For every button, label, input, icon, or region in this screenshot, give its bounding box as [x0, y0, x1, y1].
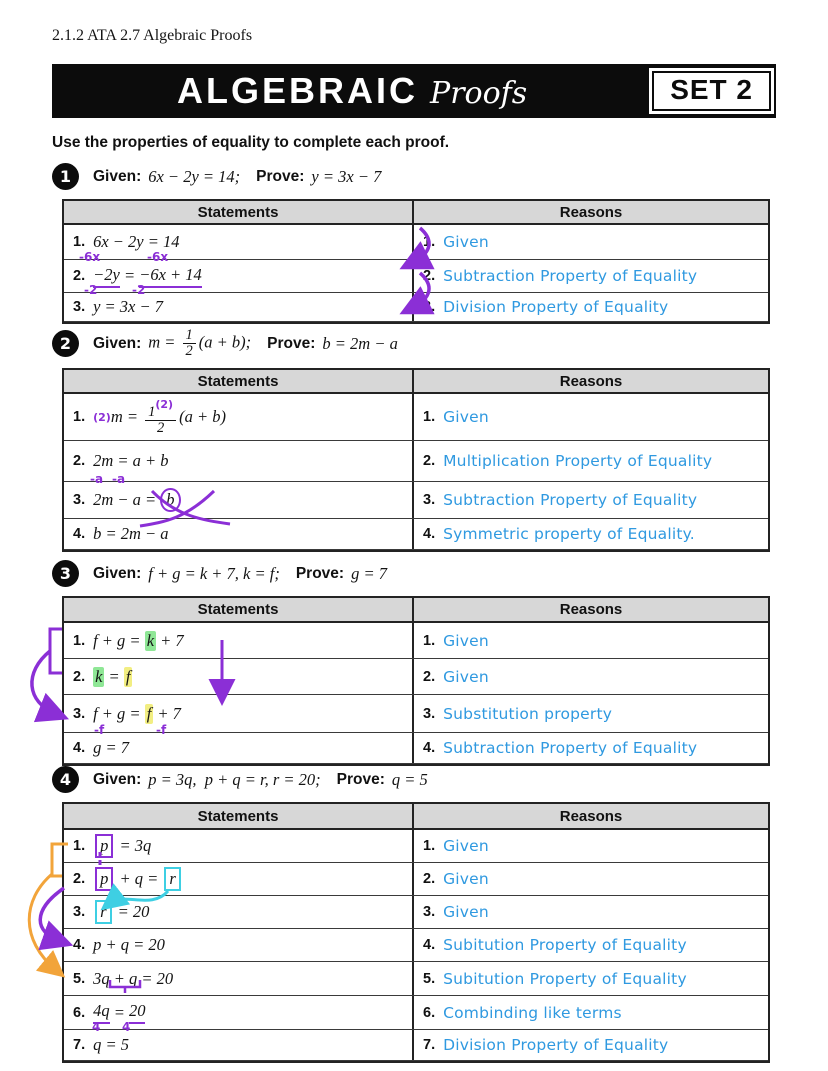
table-row: [64, 830, 768, 863]
math-segment: 2m = a + b: [93, 451, 169, 471]
reasons-column-header: Reasons: [412, 201, 768, 223]
statement-number: 2.: [73, 871, 86, 887]
banner-title-main: ALGEBRAIC: [177, 70, 419, 111]
given-expression: [148, 328, 251, 359]
work-annotation: -a: [90, 472, 104, 487]
doc-title: 2.1.2 ATA 2.7 Algebraic Proofs: [52, 27, 253, 44]
statement-cell: [64, 260, 412, 297]
statement-cell: [64, 962, 412, 995]
statement-number: 3.: [73, 705, 86, 722]
math-segment: q = 5: [93, 1035, 129, 1054]
math-segment: (a + b);: [198, 332, 252, 352]
math-segment: f: [125, 666, 131, 686]
reason-cell: [412, 623, 768, 658]
reason-handwritten: Multiplication Property of Equality: [443, 452, 713, 471]
prove-expression: g = 7: [351, 563, 387, 583]
table-row: [64, 896, 768, 929]
statements-column-header: Statements: [197, 372, 279, 390]
reason-cell: [412, 695, 768, 732]
fraction-denominator: 2: [185, 343, 193, 360]
math-segment: 4q: [93, 1001, 110, 1024]
reason-number: 3.: [423, 705, 436, 722]
reason-number: 3.: [423, 299, 436, 315]
problem-4: [52, 766, 776, 1063]
reason-handwritten: Division Property of Equality: [443, 298, 669, 316]
problem-3: [52, 560, 776, 766]
statement-number: 4.: [73, 937, 86, 953]
prove-expression: q = 5: [391, 769, 428, 789]
reason-handwritten: Subtraction Property of Equality: [443, 739, 698, 757]
statement-number: 3.: [73, 492, 86, 509]
fraction-numerator: [145, 399, 176, 421]
margin-arrows-annotation: [16, 830, 70, 982]
reason-number: 3.: [423, 904, 436, 920]
problem-number-badge: 4: [52, 766, 79, 793]
table-header-row: [64, 370, 768, 394]
statement-number: 3.: [73, 299, 86, 315]
prove-expression: y = 3x − 7: [311, 166, 382, 186]
reason-cell: [412, 896, 768, 928]
statement-number: 5.: [73, 970, 86, 987]
math-segment: r: [95, 900, 111, 924]
reason-number: 2.: [423, 668, 436, 685]
reason-cell: [412, 394, 768, 440]
statement-number: 2.: [73, 268, 86, 284]
banner-title-script: Proofs: [430, 76, 528, 111]
prove-label: Prove:: [267, 334, 316, 352]
reason-cell: [412, 659, 768, 694]
reason-cell: [412, 733, 768, 763]
reason-number: 2.: [423, 453, 436, 470]
math-segment: (a + b): [179, 407, 226, 427]
reason-number: 1.: [423, 234, 436, 250]
table-row: [64, 1030, 768, 1061]
reason-number: 2.: [423, 268, 436, 284]
math-segment: f + g = k + 7, k = f;: [148, 563, 280, 583]
math-segment: 2m − a =: [93, 490, 161, 510]
problem-2: [52, 328, 776, 552]
prove-label: Prove:: [295, 564, 345, 582]
math-segment: = 3q: [115, 836, 152, 855]
reason-cell: [412, 293, 768, 321]
math-segment: b: [160, 488, 180, 512]
statement-number: 6.: [73, 1004, 86, 1021]
given-label: Given:: [93, 334, 142, 352]
statement-number: 7.: [73, 1037, 86, 1053]
work-annotation: -2: [84, 283, 98, 297]
math-segment: f + g =: [93, 703, 145, 723]
given-expression: [148, 167, 240, 187]
reason-cell: [412, 225, 768, 259]
title-banner: [52, 64, 776, 118]
problem-number-badge: 2: [52, 330, 79, 357]
reason-cell: [412, 482, 768, 518]
problem-header: [52, 163, 776, 190]
reason-number: 2.: [423, 871, 436, 887]
math-segment: = 20: [113, 902, 150, 921]
math-segment: b = 2m − a: [93, 524, 169, 544]
statement-cell: [64, 394, 412, 440]
math-segment: p = 3q, p + q = r, r = 20;: [148, 769, 321, 789]
given-label: Given:: [93, 167, 142, 185]
handwritten-superscript: (2): [93, 410, 111, 424]
reason-number: 1.: [423, 409, 436, 426]
math-segment: 6x − 2y = 14;: [148, 166, 241, 186]
table-row: [64, 394, 768, 441]
problem-header: [52, 328, 776, 359]
table-row: [64, 929, 768, 962]
prove-label: Prove:: [256, 167, 305, 185]
table-row: [64, 441, 768, 487]
problem-header: [52, 560, 776, 587]
math-segment: p + q = 20: [93, 935, 165, 954]
given-label: Given:: [93, 770, 142, 788]
statement-cell: [64, 896, 412, 928]
reason-handwritten: Subitution Property of Equality: [443, 969, 687, 988]
set-label: SET 2: [652, 71, 771, 111]
reason-number: 1.: [423, 632, 436, 649]
problem-number-badge: 3: [52, 560, 79, 587]
math-segment: =: [104, 666, 124, 686]
numerator-text: 1: [148, 403, 156, 420]
reason-handwritten: Given: [443, 233, 489, 251]
fraction: [183, 328, 196, 359]
table-header-row: [64, 804, 768, 830]
math-segment: f: [146, 703, 152, 723]
problem-1: [52, 163, 776, 324]
statement-number: 2.: [73, 453, 86, 470]
statement-number: 2.: [73, 668, 86, 685]
math-segment: =: [119, 266, 140, 285]
proof-table: [62, 368, 770, 552]
table-row: [64, 519, 768, 550]
statement-cell: [64, 830, 412, 862]
statement-number: 1.: [73, 838, 86, 854]
reason-cell: [412, 260, 768, 292]
reason-cell: [412, 830, 768, 862]
statement-cell: [64, 519, 412, 549]
table-row: [64, 863, 768, 896]
given-expression: [148, 564, 280, 584]
table-header-row: [64, 201, 768, 225]
proof-table: [62, 596, 770, 766]
math-segment: r: [164, 867, 180, 891]
fraction-numerator: [183, 328, 196, 344]
reason-handwritten: Given: [443, 631, 489, 650]
math-segment: k: [146, 630, 155, 650]
math-segment: m =: [110, 407, 143, 427]
reason-number: 1.: [423, 838, 436, 854]
math-segment: + q =: [115, 869, 163, 888]
given-label: Given:: [93, 564, 142, 582]
reason-number: 3.: [423, 492, 436, 509]
table-row: [64, 695, 768, 737]
reason-handwritten: Given: [443, 667, 489, 686]
work-annotation: -f: [94, 723, 105, 737]
instructions: Use the properties of equality to complete each proof.: [52, 134, 450, 151]
statement-cell: [64, 1030, 412, 1060]
proof-table: [62, 199, 770, 324]
work-annotation: -6x: [147, 250, 169, 264]
statement-number: 1.: [73, 632, 86, 649]
math-segment: k: [95, 666, 103, 686]
math-segment: g = 7: [93, 738, 129, 757]
table-row: [64, 623, 768, 659]
math-segment: =: [109, 1002, 129, 1022]
statements-column-header: Statements: [197, 203, 279, 221]
math-segment: −6x + 14: [139, 265, 202, 288]
reason-cell: [412, 441, 768, 481]
math-segment: p: [95, 867, 113, 891]
proof-table: [62, 802, 770, 1063]
math-segment: + 7: [156, 630, 184, 650]
reason-cell: [412, 962, 768, 995]
reason-cell: [412, 863, 768, 895]
statement-number: 4.: [73, 740, 86, 756]
statement-number: 3.: [73, 904, 86, 920]
numerator-text: 1: [185, 327, 193, 343]
table-row: [64, 659, 768, 695]
problem-header: [52, 766, 776, 793]
reason-handwritten: Subtraction Property of Equality: [443, 267, 698, 285]
statement-cell: [64, 695, 412, 737]
table-header-row: [64, 598, 768, 623]
math-segment: p: [95, 834, 113, 858]
statement-cell: [64, 293, 412, 321]
handwritten-superscript: (2): [155, 397, 174, 411]
table-row: [64, 260, 768, 297]
table-row: [64, 962, 768, 996]
reason-number: 7.: [423, 1037, 436, 1053]
reason-number: 5.: [423, 970, 436, 987]
reason-number: 4.: [423, 526, 436, 543]
work-annotation: -2: [132, 283, 146, 297]
statement-cell: [64, 733, 412, 763]
work-annotation: -6x: [79, 250, 101, 264]
fraction-denominator: 2: [156, 419, 165, 436]
math-segment: f + g =: [93, 630, 145, 650]
reason-handwritten: Substitution property: [443, 704, 613, 723]
problem-number-badge: 1: [52, 163, 79, 190]
given-expression: [148, 770, 320, 790]
reason-number: 4.: [423, 740, 436, 756]
math-segment: 6x − 2y = 14: [93, 232, 180, 251]
reason-handwritten: Given: [443, 837, 489, 855]
reason-handwritten: Combinding like terms: [443, 1003, 622, 1022]
prove-label: Prove:: [336, 770, 385, 788]
statement-cell: [64, 929, 412, 961]
reason-handwritten: Given: [443, 408, 489, 427]
reason-cell: [412, 929, 768, 961]
reason-number: 6.: [423, 1004, 436, 1021]
reason-handwritten: Subitution Property of Equality: [443, 936, 687, 954]
work-annotation: 4: [122, 1020, 131, 1034]
reason-handwritten: Subtraction Property of Equality: [443, 491, 698, 510]
statement-cell: [64, 225, 412, 264]
reasons-column-header: Reasons: [412, 370, 768, 392]
math-segment: m =: [148, 332, 180, 352]
statement-number: 4.: [73, 526, 86, 543]
reason-cell: [412, 519, 768, 549]
banner-title: [52, 70, 652, 112]
reason-number: 4.: [423, 937, 436, 953]
reason-handwritten: Symmetric property of Equality.: [443, 525, 695, 544]
reasons-column-header: Reasons: [412, 598, 768, 621]
table-row: [64, 996, 768, 1034]
work-annotation: -f: [156, 723, 167, 737]
work-annotation: -a: [112, 472, 126, 487]
reason-cell: [412, 996, 768, 1029]
fraction: [145, 399, 176, 436]
reasons-column-header: Reasons: [412, 804, 768, 828]
math-segment: −2y: [93, 265, 120, 288]
statement-cell: [64, 996, 412, 1034]
reason-handwritten: Given: [443, 870, 489, 888]
table-row: [64, 482, 768, 519]
math-segment: + 7: [153, 703, 181, 723]
math-segment: 3q + q = 20: [93, 968, 174, 988]
statement-number: 1.: [73, 234, 86, 250]
reason-handwritten: Division Property of Equality: [443, 1036, 669, 1054]
statement-cell: [64, 441, 412, 487]
statement-cell: [64, 623, 412, 658]
statement-number: 1.: [73, 409, 86, 426]
statements-column-header: Statements: [197, 807, 279, 825]
math-segment: 20: [129, 1001, 146, 1024]
statement-cell: [64, 659, 412, 694]
work-annotation: 4: [92, 1020, 101, 1034]
statement-cell: [64, 863, 412, 895]
math-segment: y = 3x − 7: [93, 297, 164, 316]
reason-cell: [412, 1030, 768, 1060]
prove-expression: b = 2m − a: [322, 333, 398, 353]
table-row: [64, 733, 768, 764]
reason-handwritten: Given: [443, 903, 489, 921]
statements-column-header: Statements: [197, 601, 279, 618]
statement-cell: [64, 482, 412, 518]
table-row: [64, 293, 768, 322]
table-row: [64, 225, 768, 264]
